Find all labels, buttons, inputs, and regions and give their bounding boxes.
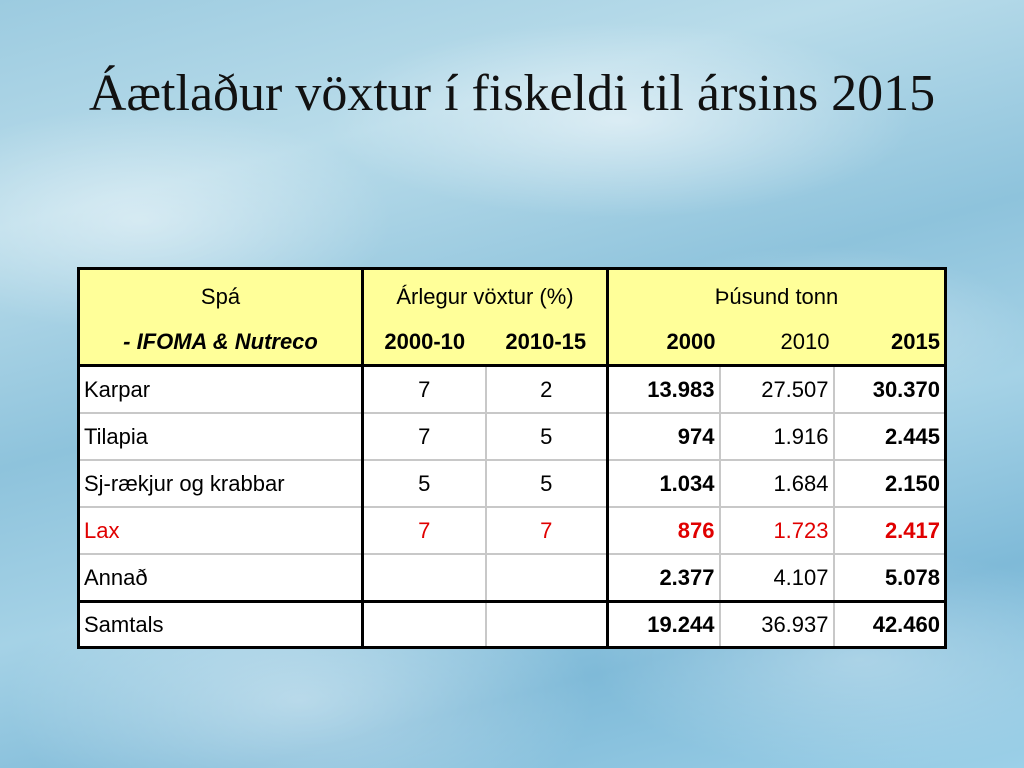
row-growth-2000-10: 7: [363, 507, 486, 554]
table-row: [79, 366, 946, 414]
row-name: Tilapia: [79, 413, 363, 460]
total-value-2010: 36.937: [720, 602, 834, 648]
row-growth-2000-10: [363, 554, 486, 602]
row-name: Annað: [79, 554, 363, 602]
row-name: Lax: [79, 507, 363, 554]
row-value-2000: 1.034: [608, 460, 720, 507]
row-value-2000: 974: [608, 413, 720, 460]
table-row-highlighted: [79, 507, 946, 554]
row-value-2010: 1.723: [720, 507, 834, 554]
row-growth-2010-15: 5: [486, 413, 608, 460]
table-row: [79, 554, 946, 602]
row-value-2000: 876: [608, 507, 720, 554]
row-value-2010: 4.107: [720, 554, 834, 602]
row-growth-2010-15: 2: [486, 366, 608, 414]
row-growth-2000-10: 5: [363, 460, 486, 507]
row-value-2015: 5.078: [834, 554, 946, 602]
header-year-2015: 2015: [834, 319, 946, 366]
row-value-2015: 30.370: [834, 366, 946, 414]
header-annual-growth: Árlegur vöxtur (%): [363, 269, 608, 320]
row-value-2000: 13.983: [608, 366, 720, 414]
total-value-2015: 42.460: [834, 602, 946, 648]
row-growth-2010-15: 7: [486, 507, 608, 554]
row-value-2015: 2.150: [834, 460, 946, 507]
row-growth-2000-10: 7: [363, 366, 486, 414]
row-value-2000: 2.377: [608, 554, 720, 602]
header-spa: Spá: [79, 269, 363, 320]
row-growth-2010-15: 5: [486, 460, 608, 507]
header-period-2010-15: 2010-15: [486, 319, 608, 366]
slide-title: Áætlaður vöxtur í fiskeldi til ársins 2015: [88, 65, 936, 122]
header-year-2000: 2000: [608, 319, 720, 366]
header-period-2000-10: 2000-10: [363, 319, 486, 366]
row-value-2015: 2.417: [834, 507, 946, 554]
header-thousand-tonnes: Þúsund tonn: [608, 269, 946, 320]
total-value-2000: 19.244: [608, 602, 720, 648]
total-growth-2000-10: [363, 602, 486, 648]
row-value-2010: 1.916: [720, 413, 834, 460]
header-year-2010: 2010: [720, 319, 834, 366]
row-value-2015: 2.445: [834, 413, 946, 460]
total-growth-2010-15: [486, 602, 608, 648]
table-row: [79, 413, 946, 460]
row-growth-2000-10: 7: [363, 413, 486, 460]
table-row: [79, 460, 946, 507]
header-source: - IFOMA & Nutreco: [79, 319, 363, 366]
row-value-2010: 27.507: [720, 366, 834, 414]
total-name: Samtals: [79, 602, 363, 648]
row-value-2010: 1.684: [720, 460, 834, 507]
row-name: Karpar: [79, 366, 363, 414]
aquaculture-forecast-table: [77, 267, 947, 649]
row-name: Sj-rækjur og krabbar: [79, 460, 363, 507]
table-total-row: [79, 602, 946, 648]
row-growth-2010-15: [486, 554, 608, 602]
